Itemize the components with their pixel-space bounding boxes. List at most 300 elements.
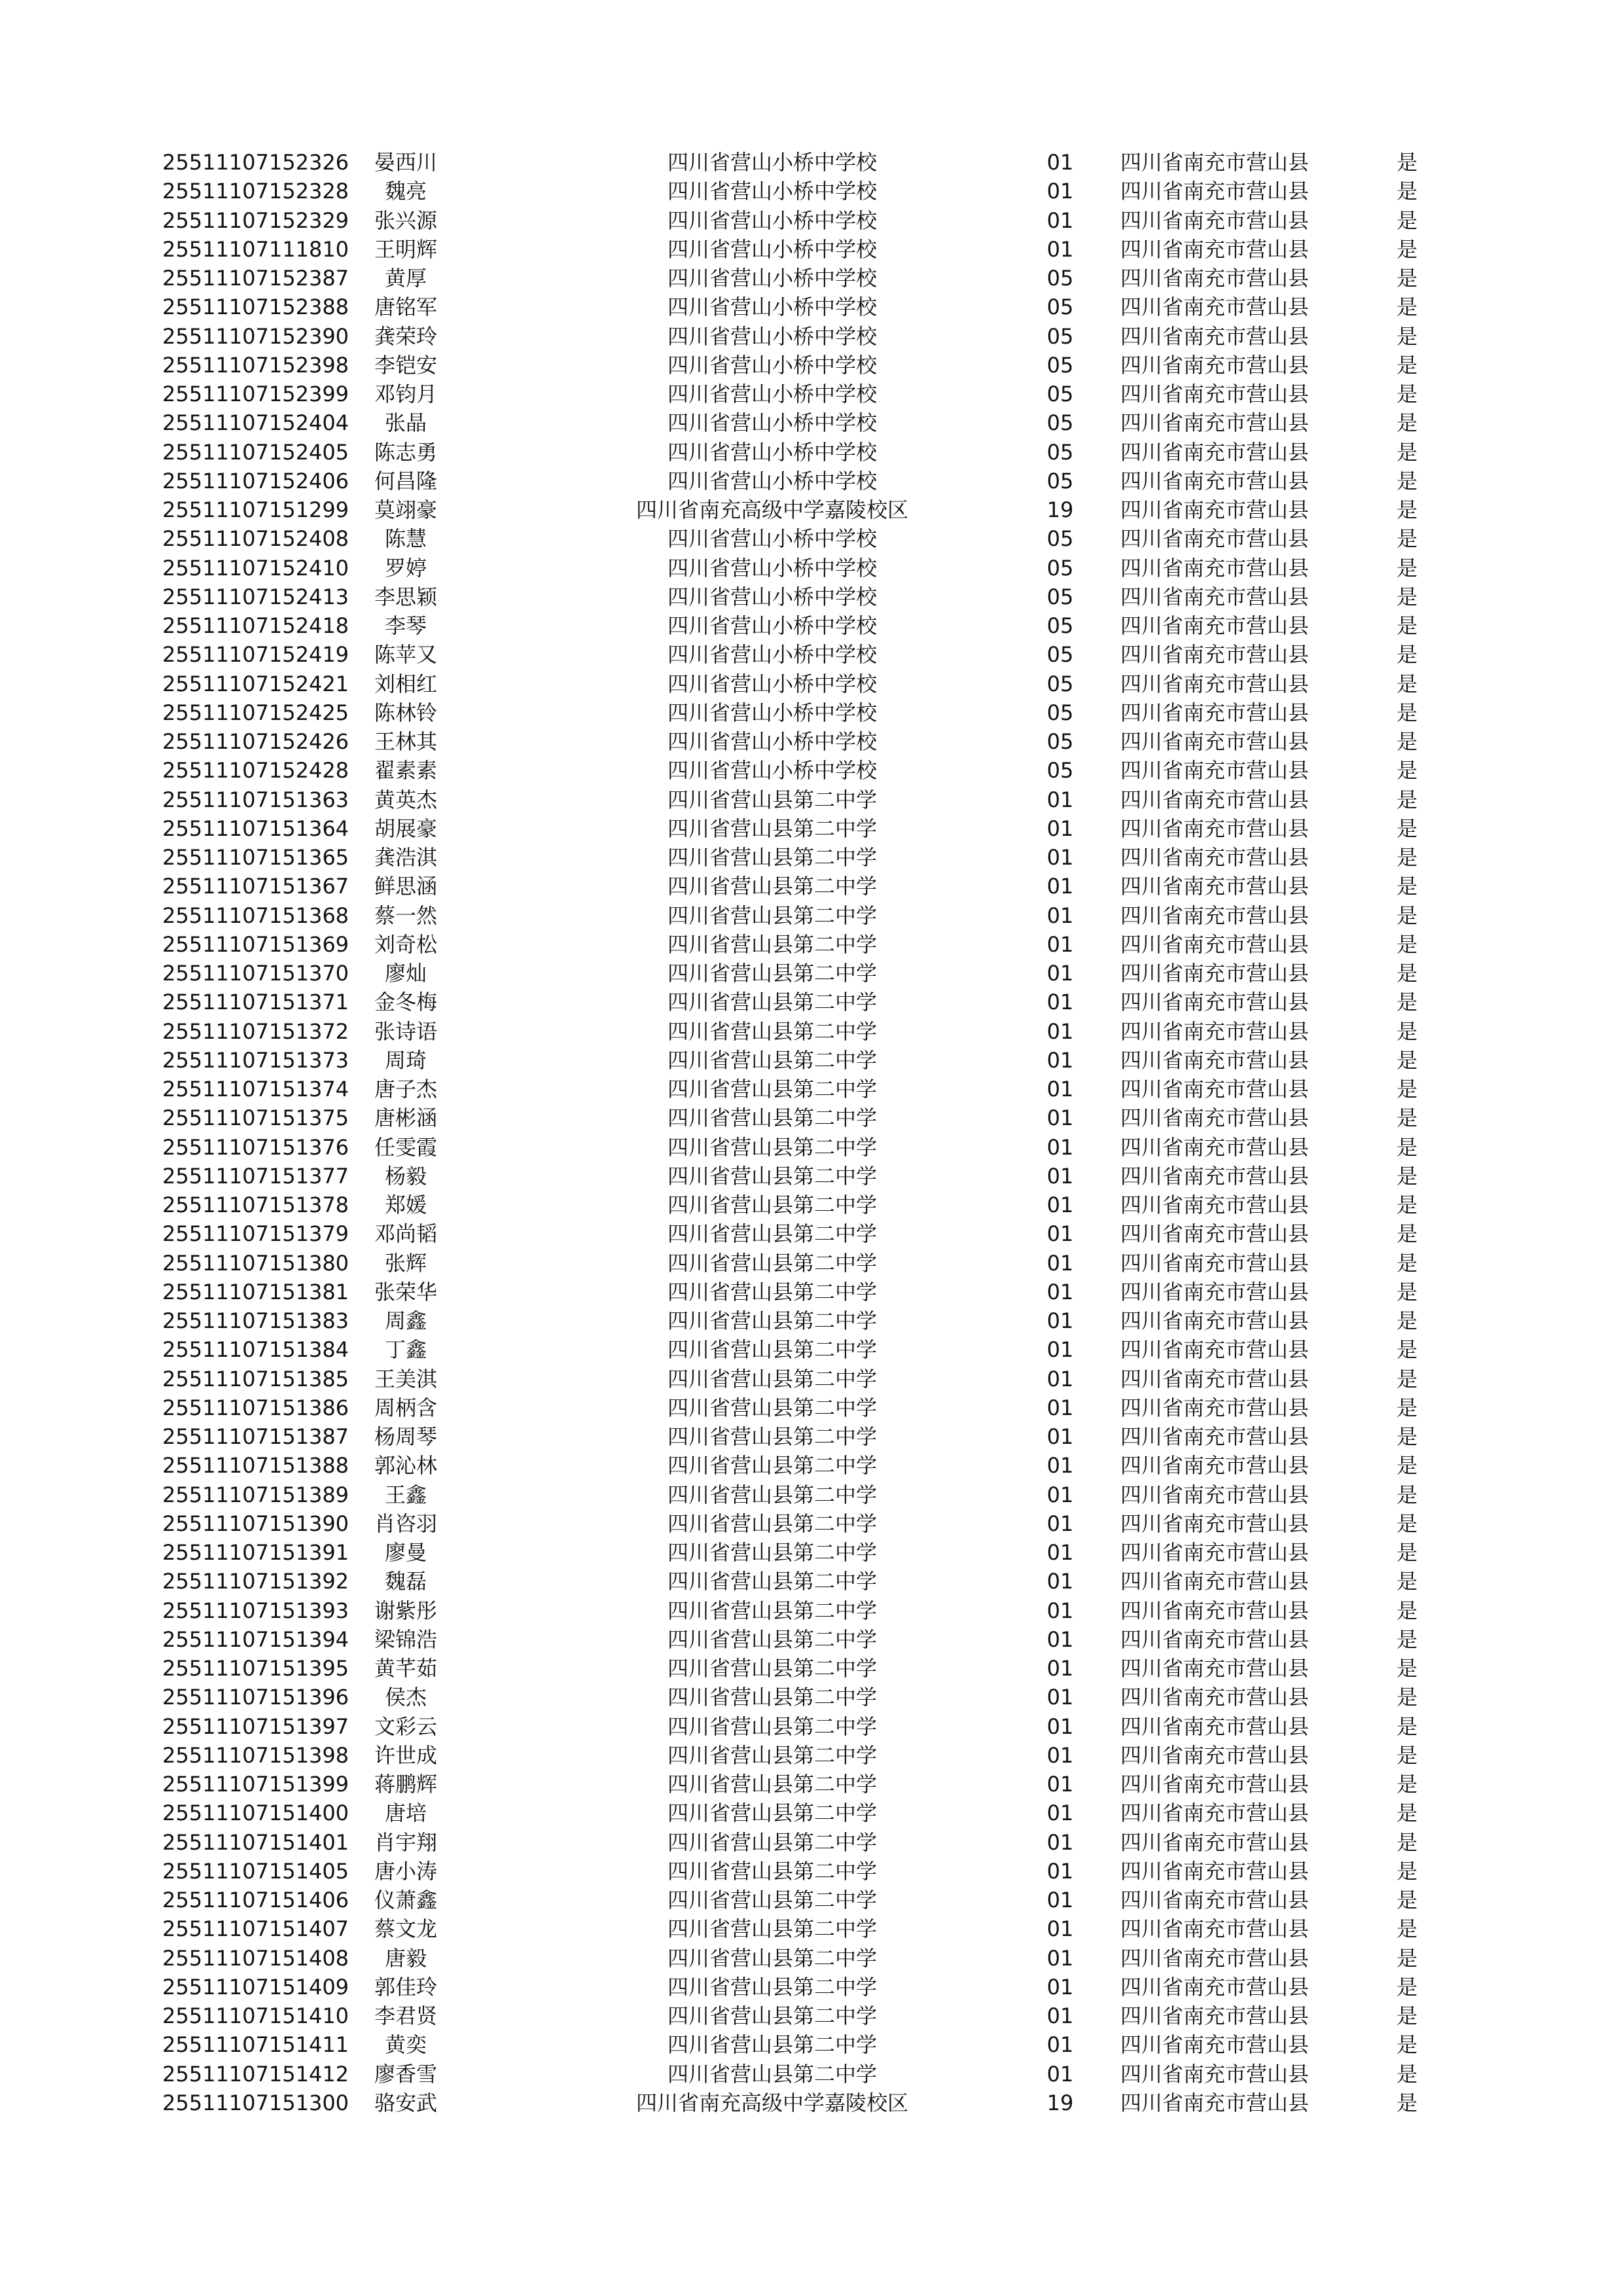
status-flag: 是	[1396, 1569, 1418, 1594]
table-row	[0, 293, 1623, 321]
school-name: 四川省营山县第二中学	[667, 931, 877, 957]
school-name: 四川省营山小桥中学校	[667, 207, 877, 233]
category-code: 05	[1046, 700, 1074, 725]
category-code: 01	[1046, 2003, 1074, 2028]
region: 四川省南充市营山县	[1120, 1829, 1310, 1855]
status-flag: 是	[1396, 1193, 1418, 1217]
student-id: 25511107151368	[162, 903, 349, 928]
region: 四川省南充市营山县	[1120, 1656, 1310, 1681]
category-code: 05	[1046, 295, 1074, 320]
student-name: 张兴源	[374, 207, 437, 233]
category-code: 05	[1046, 266, 1074, 291]
table-row	[0, 1017, 1623, 1046]
region: 四川省南充市营山县	[1120, 2032, 1310, 2058]
student-name: 魏亮	[384, 179, 427, 204]
student-name: 晏西川	[374, 150, 437, 175]
student-name: 黄奕	[384, 2032, 427, 2058]
student-name: 杨周琴	[374, 1424, 437, 1449]
student-id: 25511107152421	[162, 671, 349, 696]
category-code: 01	[1046, 1540, 1074, 1565]
student-name: 谢紫彤	[374, 1598, 437, 1623]
school-name: 四川省营山县第二中学	[667, 787, 877, 812]
status-flag: 是	[1396, 1279, 1418, 1304]
region: 四川省南充市营山县	[1120, 1193, 1310, 1217]
status-flag: 是	[1396, 845, 1418, 870]
student-name: 龚荣玲	[374, 323, 437, 349]
status-flag: 是	[1396, 1772, 1418, 1797]
table-row	[0, 1046, 1623, 1075]
category-code: 01	[1046, 1858, 1074, 1884]
category-code: 05	[1046, 410, 1074, 436]
category-code: 05	[1046, 526, 1074, 552]
region: 四川省南充市营山县	[1120, 1540, 1310, 1565]
region: 四川省南充市营山县	[1120, 382, 1310, 406]
student-id: 25511107151383	[162, 1308, 349, 1333]
region: 四川省南充市营山县	[1120, 207, 1310, 233]
status-flag: 是	[1396, 150, 1418, 175]
table-row	[0, 611, 1623, 640]
table-row	[0, 1857, 1623, 1886]
student-name: 郭佳玲	[374, 1974, 437, 2000]
table-row	[0, 1799, 1623, 1827]
category-code: 01	[1046, 1453, 1074, 1479]
category-code: 01	[1046, 1047, 1074, 1073]
student-id: 25511107151396	[162, 1685, 349, 1710]
table-row	[0, 988, 1623, 1016]
category-code: 01	[1046, 1713, 1074, 1739]
school-name: 四川省营山县第二中学	[667, 1105, 877, 1131]
category-code: 05	[1046, 439, 1074, 465]
student-id: 25511107151367	[162, 874, 349, 899]
status-flag: 是	[1396, 439, 1418, 465]
student-id: 25511107152399	[162, 382, 349, 406]
region: 四川省南充市营山县	[1120, 642, 1310, 668]
status-flag: 是	[1396, 729, 1418, 754]
region: 四川省南充市营山县	[1120, 1742, 1310, 1768]
status-flag: 是	[1396, 1077, 1418, 1102]
student-id: 25511107151299	[162, 497, 349, 522]
table-row	[0, 872, 1623, 901]
region: 四川省南充市营山县	[1120, 1077, 1310, 1102]
student-id: 25511107151369	[162, 931, 349, 957]
school-name: 四川省营山小桥中学校	[667, 729, 877, 754]
student-name: 李君贤	[374, 2003, 437, 2028]
table-row	[0, 1944, 1623, 1973]
school-name: 四川省营山县第二中学	[667, 1308, 877, 1333]
student-name: 唐彬涵	[374, 1105, 437, 1131]
category-code: 19	[1046, 2090, 1074, 2115]
student-id: 25511107151364	[162, 816, 349, 841]
table-row	[0, 351, 1623, 380]
table-row	[0, 1828, 1623, 1857]
category-code: 01	[1046, 1163, 1074, 1189]
table-row	[0, 814, 1623, 843]
table-row	[0, 670, 1623, 698]
category-code: 05	[1046, 671, 1074, 696]
region: 四川省南充市营山县	[1120, 1916, 1310, 1942]
region: 四川省南充市营山县	[1120, 845, 1310, 870]
student-name: 王美淇	[374, 1366, 437, 1391]
student-name: 丁鑫	[384, 1337, 427, 1363]
school-name: 四川省营山小桥中学校	[667, 468, 877, 493]
school-name: 四川省营山县第二中学	[667, 1916, 877, 1942]
category-code: 01	[1046, 1626, 1074, 1652]
category-code: 01	[1046, 1308, 1074, 1333]
student-id: 25511107151386	[162, 1395, 349, 1420]
student-id: 25511107151370	[162, 961, 349, 986]
region: 四川省南充市营山县	[1120, 150, 1310, 175]
region: 四川省南充市营山县	[1120, 1366, 1310, 1391]
region: 四川省南充市营山县	[1120, 1511, 1310, 1536]
table-row	[0, 177, 1623, 206]
region: 四川省南充市营山县	[1120, 1974, 1310, 2000]
category-code: 01	[1046, 1193, 1074, 1217]
status-flag: 是	[1396, 207, 1418, 233]
region: 四川省南充市营山县	[1120, 468, 1310, 493]
region: 四川省南充市营山县	[1120, 1308, 1310, 1333]
student-name: 廖灿	[384, 961, 427, 986]
category-code: 01	[1046, 1685, 1074, 1710]
student-name: 王林其	[374, 729, 437, 754]
category-code: 01	[1046, 1888, 1074, 1912]
table-row	[0, 2001, 1623, 2030]
school-name: 四川省营山县第二中学	[667, 1656, 877, 1681]
school-name: 四川省营山县第二中学	[667, 1047, 877, 1073]
table-row	[0, 1335, 1623, 1364]
table-row	[0, 264, 1623, 293]
school-name: 四川省营山县第二中学	[667, 1626, 877, 1652]
student-id: 25511107152413	[162, 584, 349, 609]
status-flag: 是	[1396, 961, 1418, 986]
category-code: 01	[1046, 207, 1074, 233]
status-flag: 是	[1396, 1829, 1418, 1855]
region: 四川省南充市营山县	[1120, 295, 1310, 320]
school-name: 四川省营山小桥中学校	[667, 295, 877, 320]
table-row	[0, 467, 1623, 495]
region: 四川省南充市营山县	[1120, 1713, 1310, 1739]
category-code: 01	[1046, 931, 1074, 957]
school-name: 四川省营山县第二中学	[667, 845, 877, 870]
student-id: 25511107151371	[162, 990, 349, 1015]
category-code: 01	[1046, 874, 1074, 899]
student-id: 25511107152328	[162, 179, 349, 204]
student-id: 25511107152404	[162, 410, 349, 436]
school-name: 四川省营山县第二中学	[667, 1279, 877, 1304]
student-name: 张辉	[384, 1250, 427, 1276]
student-name: 龚浩淇	[374, 845, 437, 870]
student-name: 肖咨羽	[374, 1511, 437, 1536]
table-row	[0, 1191, 1623, 1219]
student-name: 王明辉	[374, 236, 437, 262]
school-name: 四川省营山小桥中学校	[667, 700, 877, 725]
status-flag: 是	[1396, 1105, 1418, 1131]
region: 四川省南充市营山县	[1120, 1858, 1310, 1884]
table-row	[0, 1219, 1623, 1248]
status-flag: 是	[1396, 990, 1418, 1015]
status-flag: 是	[1396, 1858, 1418, 1884]
school-name: 四川省营山小桥中学校	[667, 439, 877, 465]
status-flag: 是	[1396, 2061, 1418, 2087]
student-name: 侯杰	[384, 1685, 427, 1710]
school-name: 四川省营山县第二中学	[667, 961, 877, 986]
status-flag: 是	[1396, 1134, 1418, 1160]
status-flag: 是	[1396, 1685, 1418, 1710]
status-flag: 是	[1396, 179, 1418, 204]
student-id: 25511107151408	[162, 1945, 349, 1971]
region: 四川省南充市营山县	[1120, 1424, 1310, 1449]
school-name: 四川省营山小桥中学校	[667, 236, 877, 262]
region: 四川省南充市营山县	[1120, 1337, 1310, 1363]
student-id: 25511107151407	[162, 1916, 349, 1942]
table-row	[0, 1480, 1623, 1509]
school-name: 四川省营山小桥中学校	[667, 671, 877, 696]
status-flag: 是	[1396, 1540, 1418, 1565]
region: 四川省南充市营山县	[1120, 1685, 1310, 1710]
student-id: 25511107151392	[162, 1569, 349, 1594]
school-name: 四川省营山县第二中学	[667, 1366, 877, 1391]
status-flag: 是	[1396, 1656, 1418, 1681]
student-id: 25511107151378	[162, 1193, 349, 1217]
table-row	[0, 843, 1623, 872]
student-id: 25511107151372	[162, 1018, 349, 1044]
status-flag: 是	[1396, 382, 1418, 406]
status-flag: 是	[1396, 671, 1418, 696]
status-flag: 是	[1396, 295, 1418, 320]
category-code: 01	[1046, 1482, 1074, 1507]
school-name: 四川省营山小桥中学校	[667, 584, 877, 609]
table-row	[0, 1509, 1623, 1538]
student-id: 25511107152418	[162, 613, 349, 638]
school-name: 四川省营山县第二中学	[667, 1801, 877, 1826]
status-flag: 是	[1396, 323, 1418, 349]
table-row	[0, 1683, 1623, 1712]
school-name: 四川省营山县第二中学	[667, 2061, 877, 2087]
region: 四川省南充市营山县	[1120, 671, 1310, 696]
data-table	[0, 148, 1623, 2117]
school-name: 四川省营山小桥中学校	[667, 555, 877, 581]
table-row	[0, 1278, 1623, 1306]
table-row	[0, 524, 1623, 553]
table-row	[0, 756, 1623, 785]
school-name: 四川省营山小桥中学校	[667, 323, 877, 349]
region: 四川省南充市营山县	[1120, 729, 1310, 754]
student-name: 王鑫	[384, 1482, 427, 1507]
status-flag: 是	[1396, 1047, 1418, 1073]
student-id: 25511107152326	[162, 150, 349, 175]
student-id: 25511107151399	[162, 1772, 349, 1797]
status-flag: 是	[1396, 1453, 1418, 1479]
student-id: 25511107151373	[162, 1047, 349, 1073]
region: 四川省南充市营山县	[1120, 1482, 1310, 1507]
table-row	[0, 785, 1623, 814]
school-name: 四川省营山县第二中学	[667, 1858, 877, 1884]
student-id: 25511107151393	[162, 1598, 349, 1623]
table-row	[0, 1567, 1623, 1596]
student-name: 李琴	[384, 613, 427, 638]
student-name: 张荣华	[374, 1279, 437, 1304]
student-name: 邓钧月	[374, 382, 437, 406]
table-row	[0, 583, 1623, 611]
school-name: 四川省营山县第二中学	[667, 1888, 877, 1912]
region: 四川省南充市营山县	[1120, 700, 1310, 725]
table-row	[0, 901, 1623, 930]
student-id: 25511107151365	[162, 845, 349, 870]
student-id: 25511107151405	[162, 1858, 349, 1884]
region: 四川省南充市营山县	[1120, 1888, 1310, 1912]
student-id: 25511107152387	[162, 266, 349, 291]
student-id: 25511107151400	[162, 1801, 349, 1826]
region: 四川省南充市营山县	[1120, 323, 1310, 349]
category-code: 01	[1046, 845, 1074, 870]
region: 四川省南充市营山县	[1120, 1598, 1310, 1623]
table-row	[0, 959, 1623, 988]
category-code: 01	[1046, 2032, 1074, 2058]
student-id: 25511107152388	[162, 295, 349, 320]
table-row	[0, 698, 1623, 727]
category-code: 05	[1046, 323, 1074, 349]
category-code: 01	[1046, 1569, 1074, 1594]
region: 四川省南充市营山县	[1120, 1047, 1310, 1073]
region: 四川省南充市营山县	[1120, 526, 1310, 552]
status-flag: 是	[1396, 1395, 1418, 1420]
student-id: 25511107151412	[162, 2061, 349, 2087]
school-name: 四川省营山县第二中学	[667, 1453, 877, 1479]
school-name: 四川省营山县第二中学	[667, 1713, 877, 1739]
category-code: 01	[1046, 1134, 1074, 1160]
category-code: 01	[1046, 1077, 1074, 1102]
table-row	[0, 2089, 1623, 2117]
student-name: 廖曼	[384, 1540, 427, 1565]
student-name: 黄英杰	[374, 787, 437, 812]
region: 四川省南充市营山县	[1120, 1801, 1310, 1826]
table-row	[0, 1973, 1623, 2001]
school-name: 四川省营山县第二中学	[667, 2032, 877, 2058]
region: 四川省南充市营山县	[1120, 439, 1310, 465]
student-name: 许世成	[374, 1742, 437, 1768]
table-row	[0, 1886, 1623, 1914]
student-name: 唐毅	[384, 1945, 427, 1971]
table-row	[0, 1249, 1623, 1278]
table-row	[0, 1538, 1623, 1567]
school-name: 四川省营山县第二中学	[667, 1742, 877, 1768]
category-code: 05	[1046, 642, 1074, 668]
category-code: 01	[1046, 1511, 1074, 1536]
status-flag: 是	[1396, 1163, 1418, 1189]
table-row	[0, 1741, 1623, 1770]
region: 四川省南充市营山县	[1120, 613, 1310, 638]
student-name: 魏磊	[384, 1569, 427, 1594]
region: 四川省南充市营山县	[1120, 352, 1310, 378]
status-flag: 是	[1396, 352, 1418, 378]
status-flag: 是	[1396, 903, 1418, 928]
school-name: 四川省营山小桥中学校	[667, 613, 877, 638]
region: 四川省南充市营山县	[1120, 1626, 1310, 1652]
student-id: 25511107151363	[162, 787, 349, 812]
status-flag: 是	[1396, 236, 1418, 262]
table-row	[0, 438, 1623, 467]
category-code: 05	[1046, 758, 1074, 783]
status-flag: 是	[1396, 1366, 1418, 1391]
region: 四川省南充市营山县	[1120, 1453, 1310, 1479]
student-name: 罗婷	[384, 555, 427, 581]
category-code: 01	[1046, 903, 1074, 928]
status-flag: 是	[1396, 584, 1418, 609]
school-name: 四川省南充高级中学嘉陵校区	[635, 2090, 908, 2115]
table-row	[0, 1075, 1623, 1103]
status-flag: 是	[1396, 1018, 1418, 1044]
student-id: 25511107151389	[162, 1482, 349, 1507]
table-row	[0, 2060, 1623, 2089]
school-name: 四川省营山县第二中学	[667, 1163, 877, 1189]
student-name: 唐小涛	[374, 1858, 437, 1884]
student-id: 25511107151375	[162, 1105, 349, 1131]
category-code: 05	[1046, 729, 1074, 754]
school-name: 四川省营山县第二中学	[667, 1077, 877, 1102]
region: 四川省南充市营山县	[1120, 961, 1310, 986]
school-name: 四川省营山县第二中学	[667, 1829, 877, 1855]
table-row	[0, 1625, 1623, 1654]
student-name: 梁锦浩	[374, 1626, 437, 1652]
category-code: 05	[1046, 555, 1074, 581]
student-id: 25511107152390	[162, 323, 349, 349]
student-name: 周柄含	[374, 1395, 437, 1420]
region: 四川省南充市营山县	[1120, 1250, 1310, 1276]
category-code: 01	[1046, 961, 1074, 986]
student-name: 肖宇翔	[374, 1829, 437, 1855]
category-code: 05	[1046, 468, 1074, 493]
category-code: 19	[1046, 497, 1074, 522]
category-code: 01	[1046, 990, 1074, 1015]
region: 四川省南充市营山县	[1120, 758, 1310, 783]
student-id: 25511107152410	[162, 555, 349, 581]
student-name: 唐子杰	[374, 1077, 437, 1102]
category-code: 01	[1046, 1366, 1074, 1391]
status-flag: 是	[1396, 874, 1418, 899]
school-name: 四川省营山县第二中学	[667, 1974, 877, 2000]
student-id: 25511107152398	[162, 352, 349, 378]
school-name: 四川省营山县第二中学	[667, 1569, 877, 1594]
table-row	[0, 554, 1623, 583]
region: 四川省南充市营山县	[1120, 1221, 1310, 1247]
category-code: 01	[1046, 1221, 1074, 1247]
region: 四川省南充市营山县	[1120, 1134, 1310, 1160]
student-name: 廖香雪	[374, 2061, 437, 2087]
student-id: 25511107151377	[162, 1163, 349, 1189]
student-id: 25511107151385	[162, 1366, 349, 1391]
table-row	[0, 408, 1623, 437]
student-name: 蒋鹏辉	[374, 1772, 437, 1797]
student-id: 25511107151388	[162, 1453, 349, 1479]
region: 四川省南充市营山县	[1120, 1569, 1310, 1594]
category-code: 01	[1046, 179, 1074, 204]
student-name: 郑媛	[384, 1193, 427, 1217]
table-row	[0, 1162, 1623, 1191]
status-flag: 是	[1396, 1424, 1418, 1449]
region: 四川省南充市营山县	[1120, 266, 1310, 291]
table-row	[0, 640, 1623, 669]
category-code: 01	[1046, 1772, 1074, 1797]
status-flag: 是	[1396, 1598, 1418, 1623]
table-row	[0, 1133, 1623, 1162]
region: 四川省南充市营山县	[1120, 2003, 1310, 2028]
region: 四川省南充市营山县	[1120, 1945, 1310, 1971]
table-row	[0, 727, 1623, 756]
status-flag: 是	[1396, 410, 1418, 436]
student-name: 张诗语	[374, 1018, 437, 1044]
table-row	[0, 1422, 1623, 1451]
table-row	[0, 1770, 1623, 1799]
student-name: 周琦	[384, 1047, 427, 1073]
